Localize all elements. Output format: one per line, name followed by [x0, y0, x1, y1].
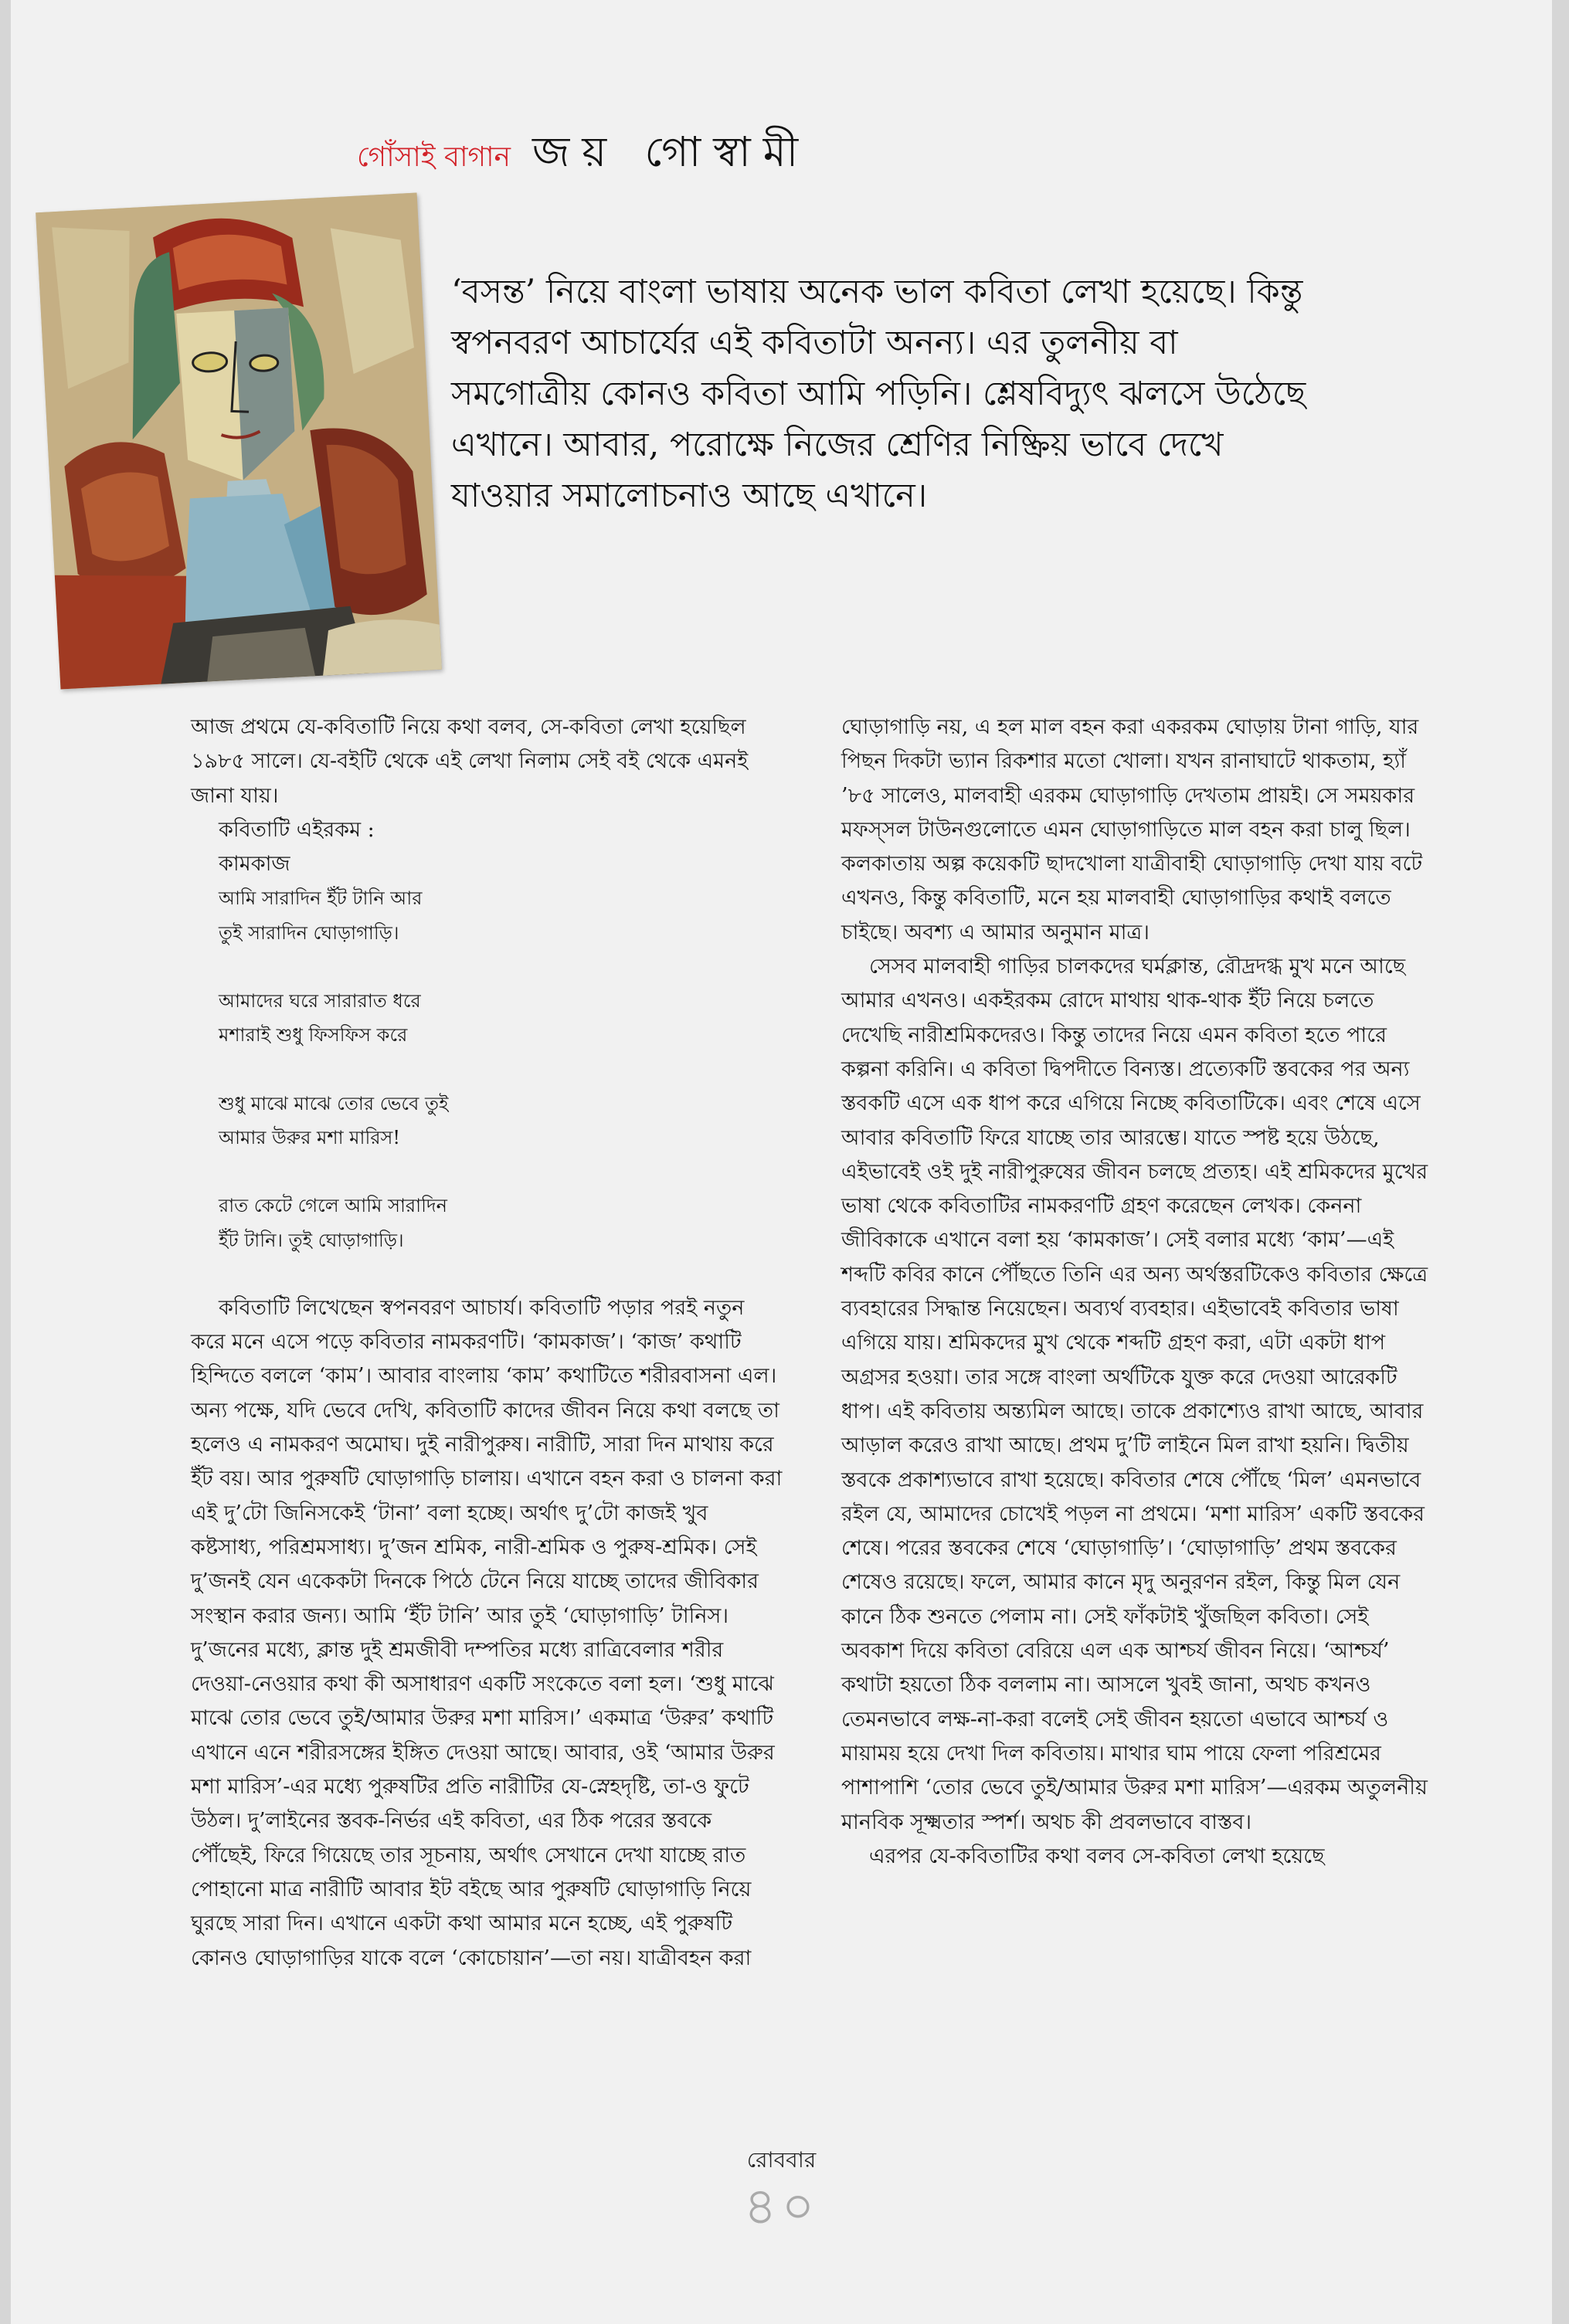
painting-image: [36, 192, 442, 689]
section-name: গোঁসাই বাগান: [357, 141, 511, 173]
magazine-page: [11, 0, 1552, 2324]
poem-line: মশারাই শুধু ফিসফিস করে: [219, 1024, 408, 1047]
paragraph: ঘোড়াগাড়ি নয়, এ হল মাল বহন করা একরকম ঘোড়ায় টানা গাড়ি, যার পিছন দিকটা ভ্যান রিকশার মতো খোলা। যখন রানাঘাটে থাকতাম, হ্যাঁ ’৮৫ সালেও, মালবাহী এরকম ঘোড়াগাড়ি দেখতাম প্রায়ই। সে সময়কার মফস্‌সল টাউনগুলোতে এমন ঘোড়াগাড়িতে মাল বহন করা চালু ছিল। কলকাতায় অল্প কয়েকটি ছাদখোলা যাত্রীবাহী ঘোড়াগাড়ি দেখা যায় বটে এখনও, কিন্তু কবিতাটি, মনে হয় মালবাহী ঘোড়াগাড়ির কথাই বলতে চাইছে। অবশ্য এ আমার অনুমান মাত্র।: [841, 715, 1423, 945]
poem-intro: কবিতাটি এইরকম :: [219, 817, 375, 842]
poem-line: তুই সারাদিন ঘোড়াগাড়ি।: [219, 921, 399, 944]
poem-line: রাত কেটে গেলে আমি সারাদিন: [219, 1195, 447, 1217]
column-header: [357, 120, 810, 182]
poem-line: শুধু মাঝে মাঝে তোর ভেবে তুই: [219, 1092, 449, 1115]
magazine-name: রোববার: [746, 2147, 817, 2173]
paragraph: কবিতাটি লিখেছেন স্বপনবরণ আচার্য। কবিতাটি পড়ার পরই নতুন করে মনে এসে পড়ে কবিতার নামকরণটি। ‘কামকাজ’। ‘কাজ’ কথাটি হিন্দিতে বললে ‘কাম’। আবার বাংলায় ‘কাম’ কথাটিতে শরীরবাসনা এল। অন্য পক্ষে, যদি ভেবে দেখি, কবিতাটি কাদের জীবন নিয়ে কথা বলছে তা হলেও এ নামকরণ অমোঘ। দুই নারীপুরুষ। নারীটি, সারা দিন মাথায় করে ইঁট বয়। আর পুরুষটি ঘোড়াগাড়ি চালায়। এখানে বহন করা ও চালনা করা এই দু’টো জিনিসকেই ‘টানা’ বলা হচ্ছে। অর্থাৎ দু’টো কাজই খুব কষ্টসাধ্য, পরিশ্রমসাধ্য। দু’জন শ্রমিক, নারী-শ্রমিক ও পুরুষ-শ্রমিক। সেই দু’জনই যেন একেকটা দিনকে পিঠে টেনে নিয়ে যাচ্ছে তাদের জীবিকার সংস্থান করার জন্য। আমি ‘ইঁট টানি’ আর তুই ‘ঘোড়াগাড়ি’ টানিস। দু’জনের মধ্যে, ক্লান্ত দুই শ্রমজীবী দম্পতির মধ্যে রাত্রিবেলার শরীর দেওয়া-নেওয়ার কথা কী অসাধারণ একটি সংকেতে বলা হল। ‘শুধু মাঝে মাঝে তোর ভেবে তুই/আমার উরুর মশা মারিস।’ একমাত্র ‘উরুর’ কথাটি এখানে এনে শরীরসঙ্গের ইঙ্গিত দেওয়া আছে। আবার, ওই ‘আমার উরুর মশা মারিস’-এর মধ্যে পুরুষটির প্রতি নারীটির যে-স্নেহদৃষ্টি, তা-ও ফুটে উঠল। দু’লাইনের স্তবক-নির্ভর এই কবিতা, এর ঠিক পরের স্তবকে পৌঁছেই, ফিরে গিয়েছে তার সূচনায়, অর্থাৎ সেখানে দেখা যাচ্ছে রাত পোহানো মাত্র নারীটি আবার ইট বইছে আর পুরুষটি ঘোড়াগাড়ি নিয়ে ঘুরছে সারা দিন। এখানে একটা কথা আমার মনে হচ্ছে, এই পুরুষটি কোনও ঘোড়াগাড়ির যাকে বলে ‘কোচোয়ান’—তা নয়। যাত্রীবহন করা: [191, 1295, 783, 1970]
poem-line: আমার উরুর মশা মারিস!: [219, 1126, 401, 1148]
page-number: ৪০: [743, 2176, 820, 2236]
author-name: জয় গোস্বামী: [532, 127, 811, 176]
article-column-left: [191, 711, 784, 1976]
paragraph: সেসব মালবাহী গাড়ির চালকদের ঘর্মক্লান্ত, রৌদ্রদগ্ধ মুখ মনে আছে আমার এখনও। একইরকম রোদে মাথায় থাক-থাক ইঁট নিয়ে চলতে দেখেছি নারীশ্রমিকদেরও। কিন্তু তাদের নিয়ে এমন কবিতা হতে পারে কল্পনা করিনি। এ কবিতা দ্বিপদীতে বিন্যস্ত। প্রত্যেকটি স্তবকের পর অন্য স্তবকটি এসে এক ধাপ করে এগিয়ে নিচ্ছে কবিতাটিকে। এবং শেষে এসে আবার কবিতাটি ফিরে যাচ্ছে তার আরম্ভে। যাতে স্পষ্ট হয়ে উঠছে, এইভাবেই ওই দুই নারীপুরুষের জীবন চলছে প্রত্যহ। এই শ্রমিকদের মুখের ভাষা থেকে কবিতাটির নামকরণটি গ্রহণ করেছেন লেখক। কেননা জীবিকাকে এখানে বলা হয় ‘কামকাজ’। সেই বলার মধ্যে ‘কাম’—এই শব্দটি কবির কানে পৌঁছতে তিনি এর অন্য অর্থস্তরটিকেও কবিতার ক্ষেত্রে ব্যবহারের সিদ্ধান্ত নিয়েছেন। অব্যর্থ ব্যবহার। এইভাবেই কবিতার ভাষা এগিয়ে যায়। শ্রমিকদের মুখ থেকে শব্দটি গ্রহণ করা, এটা একটা ধাপ অগ্রসর হওয়া। তার সঙ্গে বাংলা অর্থটিকে যুক্ত করে দেওয়া আরেকটি ধাপ। এই কবিতায় অন্ত্যমিল আছে। তাকে প্রকাশ্যেও রাখা আছে, আবার আড়াল করেও রাখা আছে। প্রথম দু’টি লাইনে মিল রাখা হয়নি। দ্বিতীয় স্তবকে প্রকাশ্যভাবে রাখা হয়েছে। কবিতার শেষে পৌঁছে ‘মিল’ এমনভাবে রইল যে, আমাদের চোখেই পড়ল না প্রথমে। ‘মশা মারিস’ একটি স্তবকের শেষে। পরের স্তবকের শেষে ‘ঘোড়াগাড়ি’। ‘ঘোড়াগাড়ি’ প্রথম স্তবকের শেষেও রয়েছে। ফলে, আমার কানে মৃদু অনুরণন রইল, কিন্তু মিল যেন কানে ঠিক শুনতে পেলাম না। সেই ফাঁকটাই খুঁজছিল কবিতা। সেই অবকাশ দিয়ে কবিতা বেরিয়ে এল এক আশ্চর্য জীবন নিয়ে। ‘আশ্চর্য’ কথাটা হয়তো ঠিক বললাম না। আসলে খুবই জানা, অথচ কখনও তেমনভাবে লক্ষ-না-করা বলেই সেই জীবন হয়তো এভাবে আশ্চর্য ও মায়াময় হয়ে দেখা দিল কবিতায়। মাথার ঘাম পায়ে ফেলা পরিশ্রমের পাশাপাশি ‘তোর ভেবে তুই/আমার উরুর মশা মারিস’—এরকম অতুলনীয় মানবিক সূক্ষ্মতার স্পর্শ। অথচ কী প্রবলভাবে বাস্তব।: [841, 955, 1428, 1834]
paragraph: আজ প্রথমে যে-কবিতাটি নিয়ে কথা বলব, সে-কবিতা লেখা হয়েছিল ১৯৮৫ সালে। যে-বইটি থেকে এই লেখা নিলাম সেই বই থেকে এমনই জানা যায়।: [191, 715, 749, 808]
paragraph: এরপর যে-কবিতাটির কথা বলব সে-কবিতা লেখা হয়েছে: [869, 1844, 1325, 1868]
poem-title: কামকাজ: [219, 852, 290, 877]
stanza-gap: [219, 950, 784, 984]
stanza-gap: [219, 1053, 784, 1087]
page-footer: [11, 2143, 1552, 2234]
stanza-gap: [219, 1155, 784, 1189]
cubist-portrait-painting: [36, 192, 442, 689]
poem-line: আমাদের ঘরে সারারাত ধরে: [219, 990, 421, 1013]
stanza-gap: [219, 1257, 784, 1291]
article-column-right: [841, 711, 1435, 1874]
poem-line: আমি সারাদিন ইঁট টানি আর: [219, 887, 423, 910]
intro-text: ‘বসন্ত’ নিয়ে বাংলা ভাষায় অনেক ভাল কবিতা লেখা হয়েছে। কিন্তু স্বপনবরণ আচার্যের এই কবিতাটা অনন্য। এর তুলনীয় বা সমগোত্রীয় কোনও কবিতা আমি পড়িনি। শ্লেষবিদ্যুৎ ঝলসে উঠেছে এখানে। আবার, পরোক্ষে নিজের শ্রেণির নিষ্ক্রিয় ভাবে দেখে যাওয়ার সমালোচনাও আছে এখানে।: [451, 273, 1306, 515]
poem-block: [219, 813, 784, 1291]
poem-line: ইঁট টানি। তুই ঘোড়াগাড়ি।: [219, 1229, 404, 1251]
